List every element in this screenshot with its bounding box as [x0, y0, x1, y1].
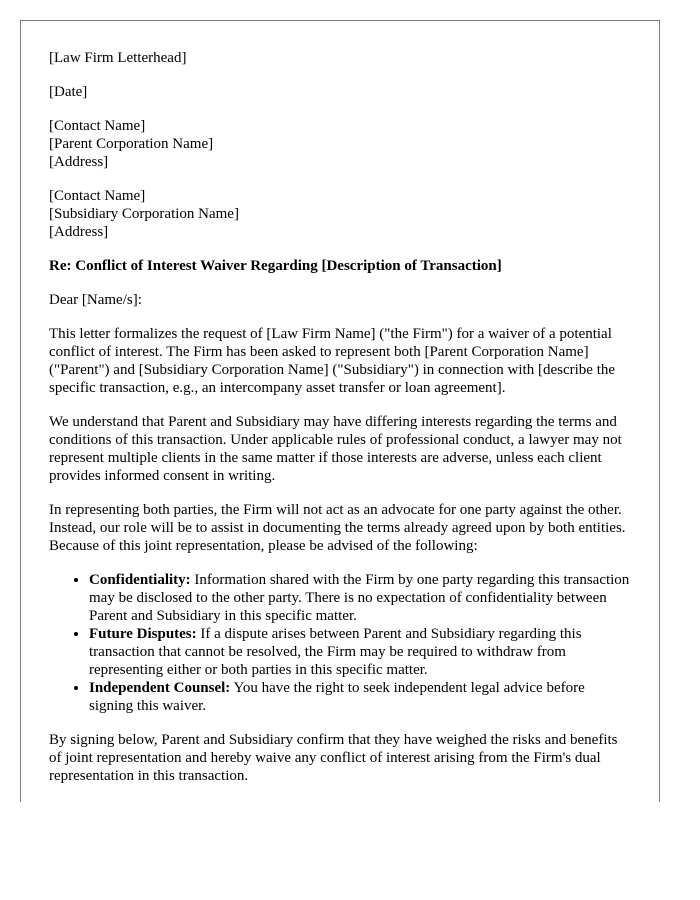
term-text-confidentiality: Information shared with the Firm by one party regarding this transaction may be disclosed to the other party. There is no expectation of confidentiality between Parent and Subsidiary in this specific matter. — [89, 572, 630, 624]
recipient-subsidiary-company: [Subsidiary Corporation Name] — [49, 206, 239, 222]
list-item — [89, 571, 631, 625]
recipient-parent-block — [49, 117, 631, 171]
recipient-parent-address: [Address] — [49, 154, 109, 170]
differing-interests-paragraph: We understand that Parent and Subsidiary may have differing interests regarding the terms and conditions of this transaction. Under applicable rules of professional conduct, a lawyer may not represent multiple clients in the same matter if those interests are adverse, unless each client provides informed consent in writing. — [49, 414, 622, 484]
subject-line: Re: Conflict of Interest Waiver Regarding [Description of Transaction] — [49, 258, 502, 274]
term-title-confidentiality: Confidentiality: — [89, 572, 191, 588]
letterhead: [Law Firm Letterhead] — [49, 50, 187, 66]
list-item — [89, 679, 631, 715]
salutation: Dear [Name/s]: — [49, 292, 142, 308]
list-item — [89, 625, 631, 679]
joint-representation-paragraph: In representing both parties, the Firm will not act as an advocate for one party against the other. Instead, our role will be to assist in documenting the terms already agreed upon by both entities. Because of this joint representation, please be advised of the following: — [49, 502, 626, 554]
letter-date: [Date] — [49, 84, 88, 100]
intro-paragraph: This letter formalizes the request of [Law Firm Name] ("the Firm") for a waiver of a potential conflict of interest. The Firm has been asked to represent both [Parent Corporation Name] ("Parent") and [Subsidiary Corporation Name] ("Subsidiary") in connection with [describe the specific transaction, e.g., an intercompany asset transfer or loan agreement]. — [49, 326, 616, 396]
letter-body — [21, 21, 659, 785]
recipient-parent-company: [Parent Corporation Name] — [49, 136, 214, 152]
closing-paragraph: By signing below, Parent and Subsidiary confirm that they have weighed the risks and benefits of joint representation and hereby waive any conflict of interest arising from the Firm's dual representation in this transaction. — [49, 732, 618, 784]
term-text-future-disputes: If a dispute arises between Parent and Subsidiary regarding this transaction that cannot be resolved, the Firm may be required to withdraw from representing either or both parties in this specific matter. — [89, 626, 582, 678]
recipient-subsidiary-address: [Address] — [49, 224, 109, 240]
letter-page — [20, 20, 660, 802]
term-text-independent-counsel: You have the right to seek independent legal advice before signing this waiver. — [89, 680, 585, 714]
recipient-parent-contact: [Contact Name] — [49, 118, 146, 134]
term-title-independent-counsel: Independent Counsel: — [89, 680, 231, 696]
term-title-future-disputes: Future Disputes: — [89, 626, 197, 642]
recipient-subsidiary-block — [49, 187, 631, 241]
terms-list — [49, 571, 631, 715]
recipient-subsidiary-contact: [Contact Name] — [49, 188, 146, 204]
